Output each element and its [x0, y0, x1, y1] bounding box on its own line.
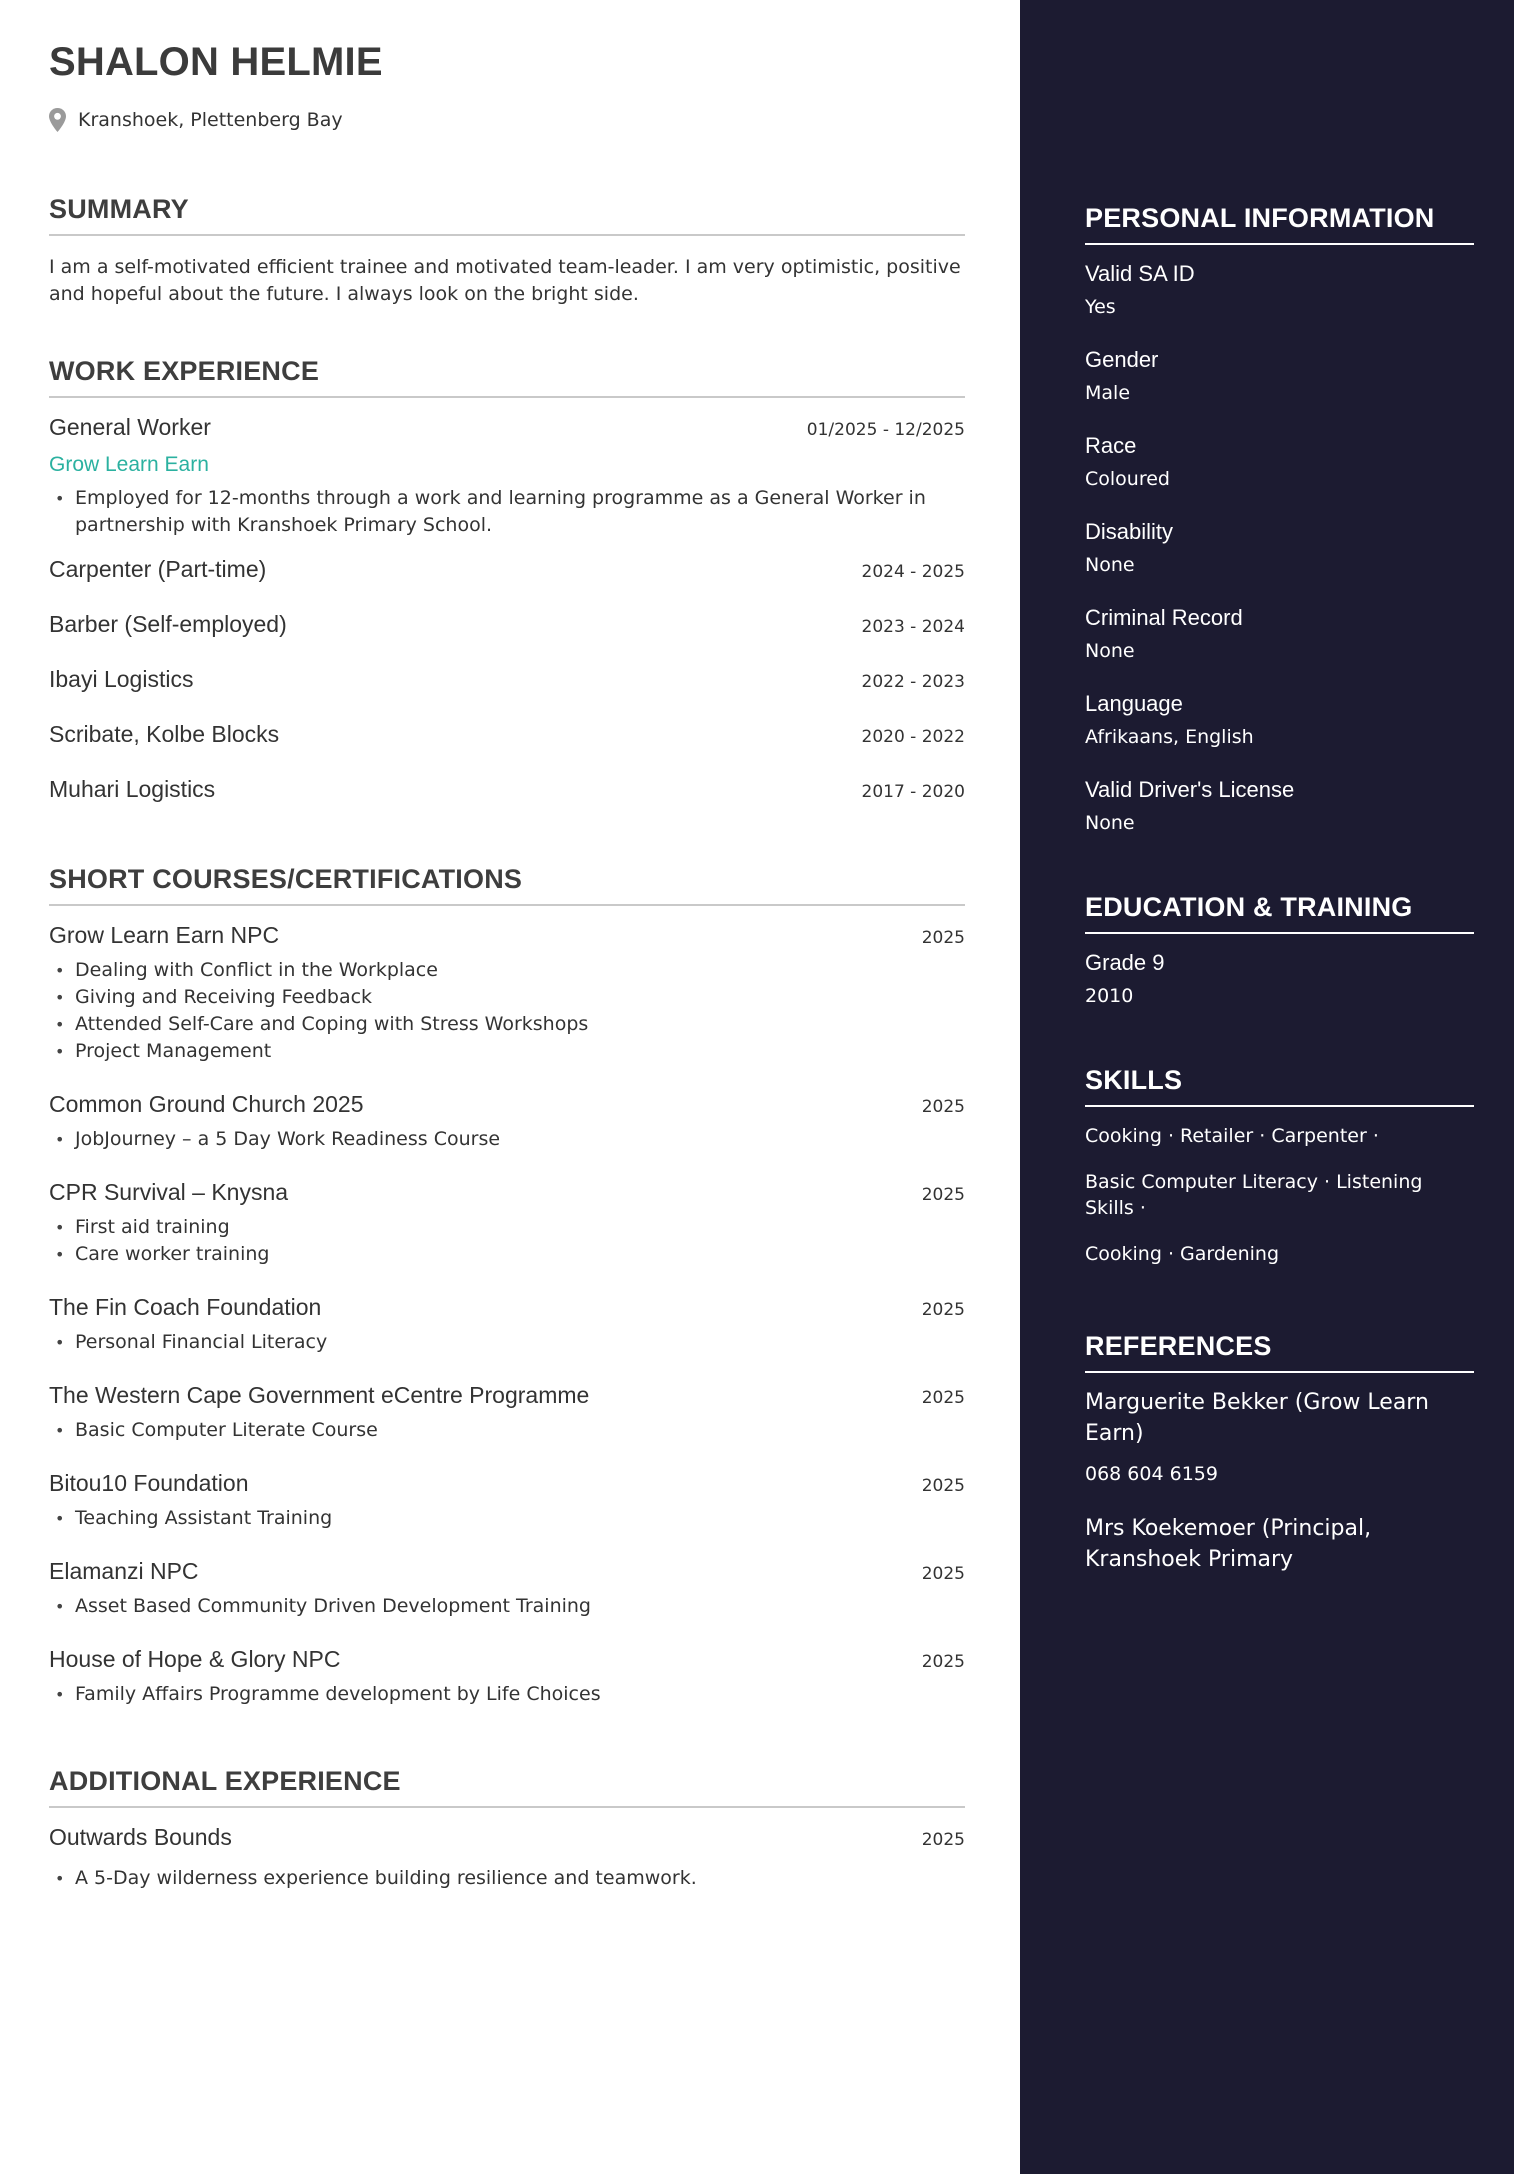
- job-date: 2023 - 2024: [861, 617, 965, 637]
- personal-label: Disability: [1085, 519, 1174, 544]
- references-title: REFERENCES: [1085, 1329, 1474, 1373]
- skills-section: [1085, 1063, 1474, 1267]
- course-year: 2025: [921, 1185, 965, 1205]
- job-entry: [49, 666, 965, 693]
- course-bullet: • Giving and Receiving Feedback: [49, 984, 965, 1011]
- course-year: 2025: [921, 1564, 965, 1584]
- job-date: 2020 - 2022: [861, 727, 965, 747]
- reference-item: [1085, 1387, 1474, 1487]
- course-bullet: • Project Management: [49, 1038, 965, 1065]
- location: [49, 108, 965, 132]
- personal-label: Gender: [1085, 347, 1159, 372]
- education-item: [1085, 949, 1474, 1009]
- course-entry: [49, 922, 965, 1065]
- course-entry: [49, 1558, 965, 1620]
- personal-value: None: [1085, 640, 1135, 662]
- course-year: 2025: [921, 1652, 965, 1672]
- course-year: 2025: [921, 1476, 965, 1496]
- summary-section: [49, 192, 965, 308]
- course-year: 2025: [921, 1097, 965, 1117]
- personal-info-section: [1085, 201, 1474, 836]
- additional-bullet: • A 5-Day wilderness experience building resilience and teamwork.: [49, 1865, 965, 1892]
- course-year: 2025: [921, 1300, 965, 1320]
- course-name: House of Hope & Glory NPC: [49, 1646, 341, 1672]
- job-entry: [49, 721, 965, 748]
- courses-title: SHORT COURSES/CERTIFICATIONS: [49, 862, 965, 906]
- job-entry: [49, 556, 965, 583]
- job-date: 2024 - 2025: [861, 562, 965, 582]
- course-bullet: • Dealing with Conflict in the Workplace: [49, 957, 965, 984]
- skills-line: Basic Computer Literacy · Listening Skills ·: [1085, 1171, 1423, 1219]
- education-section: [1085, 890, 1474, 1009]
- personal-value: Yes: [1085, 296, 1116, 318]
- course-entry: [49, 1382, 965, 1444]
- course-name: Elamanzi NPC: [49, 1558, 199, 1584]
- reference-name: Marguerite Bekker (Grow Learn Earn): [1085, 1390, 1429, 1446]
- additional-name: Outwards Bounds: [49, 1824, 232, 1850]
- job-title: Ibayi Logistics: [49, 666, 194, 692]
- course-bullet: • Teaching Assistant Training: [49, 1505, 965, 1532]
- personal-label: Valid SA ID: [1085, 261, 1195, 286]
- course-name: The Western Cape Government eCentre Programme: [49, 1382, 590, 1408]
- reference-phone: 068 604 6159: [1085, 1463, 1218, 1485]
- course-bullet: • Asset Based Community Driven Development Training: [49, 1593, 965, 1620]
- job-entry: [49, 414, 965, 539]
- personal-value: None: [1085, 812, 1135, 834]
- skills-line: Cooking · Gardening: [1085, 1243, 1280, 1265]
- personal-item: [1085, 346, 1474, 406]
- location-text: Kranshoek, Plettenberg Bay: [78, 109, 343, 131]
- job-date: 2017 - 2020: [861, 782, 965, 802]
- location-pin-icon: [49, 108, 66, 132]
- education-value: 2010: [1085, 985, 1134, 1007]
- job-date: 01/2025 - 12/2025: [806, 420, 965, 440]
- personal-item: [1085, 776, 1474, 836]
- job-bullet: • Employed for 12-months through a work and learning programme as a General Worker in partnership with Kranshoek Primary School.: [49, 485, 965, 539]
- course-bullet: • Personal Financial Literacy: [49, 1329, 965, 1356]
- course-entry: [49, 1470, 965, 1532]
- course-name: Common Ground Church 2025: [49, 1091, 364, 1117]
- summary-title: SUMMARY: [49, 192, 965, 236]
- references-section: [1085, 1329, 1474, 1575]
- sidebar: [1020, 0, 1514, 2174]
- main-column: [49, 38, 965, 1892]
- additional-experience-section: [49, 1764, 965, 1892]
- additional-experience-title: ADDITIONAL EXPERIENCE: [49, 1764, 965, 1808]
- course-entry: [49, 1179, 965, 1268]
- personal-label: Language: [1085, 691, 1183, 716]
- personal-info-title: PERSONAL INFORMATION: [1085, 201, 1474, 245]
- course-year: 2025: [921, 1388, 965, 1408]
- personal-item: [1085, 604, 1474, 664]
- job-title: Barber (Self-employed): [49, 611, 287, 637]
- job-entry: [49, 611, 965, 638]
- course-bullet: • Attended Self-Care and Coping with Stress Workshops: [49, 1011, 965, 1038]
- personal-label: Criminal Record: [1085, 605, 1243, 630]
- job-title: Muhari Logistics: [49, 776, 216, 802]
- reference-name: Mrs Koekemoer (Principal, Kranshoek Primary: [1085, 1516, 1372, 1572]
- course-bullet: • Family Affairs Programme development by Life Choices: [49, 1681, 965, 1708]
- work-experience-section: [49, 354, 965, 803]
- additional-year: 2025: [921, 1830, 965, 1850]
- reference-item: [1085, 1513, 1474, 1575]
- course-name: The Fin Coach Foundation: [49, 1294, 322, 1320]
- education-title: EDUCATION & TRAINING: [1085, 890, 1474, 934]
- personal-value: None: [1085, 554, 1135, 576]
- course-entry: [49, 1294, 965, 1356]
- course-entry: [49, 1091, 965, 1153]
- course-name: CPR Survival – Knysna: [49, 1179, 289, 1205]
- personal-label: Valid Driver's License: [1085, 777, 1295, 802]
- education-label: Grade 9: [1085, 950, 1165, 975]
- summary-text: I am a self-motivated efficient trainee and motivated team-leader. I am very optimistic, positive and hopeful about the future. I always look on the bright side.: [49, 256, 961, 305]
- job-title: Carpenter (Part-time): [49, 556, 267, 582]
- course-name: Bitou10 Foundation: [49, 1470, 249, 1496]
- personal-value: Male: [1085, 382, 1131, 404]
- skills-title: SKILLS: [1085, 1063, 1474, 1107]
- job-entry: [49, 776, 965, 803]
- course-year: 2025: [921, 928, 965, 948]
- personal-item: [1085, 260, 1474, 320]
- personal-item: [1085, 690, 1474, 750]
- job-title: General Worker: [49, 414, 211, 440]
- personal-item: [1085, 432, 1474, 492]
- course-bullet: • JobJourney – a 5 Day Work Readiness Course: [49, 1126, 965, 1153]
- course-bullet: • Care worker training: [49, 1241, 965, 1268]
- personal-value: Coloured: [1085, 468, 1170, 490]
- skills-line: Cooking · Retailer · Carpenter ·: [1085, 1125, 1379, 1147]
- employer-name: Grow Learn Earn: [49, 453, 209, 476]
- candidate-name: SHALON HELMIE: [49, 40, 383, 84]
- courses-section: [49, 862, 965, 1708]
- work-experience-title: WORK EXPERIENCE: [49, 354, 965, 398]
- course-bullet: • Basic Computer Literate Course: [49, 1417, 965, 1444]
- course-name: Grow Learn Earn NPC: [49, 922, 280, 948]
- course-bullet: • First aid training: [49, 1214, 965, 1241]
- job-title: Scribate, Kolbe Blocks: [49, 721, 280, 747]
- job-date: 2022 - 2023: [861, 672, 965, 692]
- course-entry: [49, 1646, 965, 1708]
- personal-value: Afrikaans, English: [1085, 726, 1254, 748]
- personal-label: Race: [1085, 433, 1137, 458]
- personal-item: [1085, 518, 1474, 578]
- additional-entry: [49, 1824, 965, 1892]
